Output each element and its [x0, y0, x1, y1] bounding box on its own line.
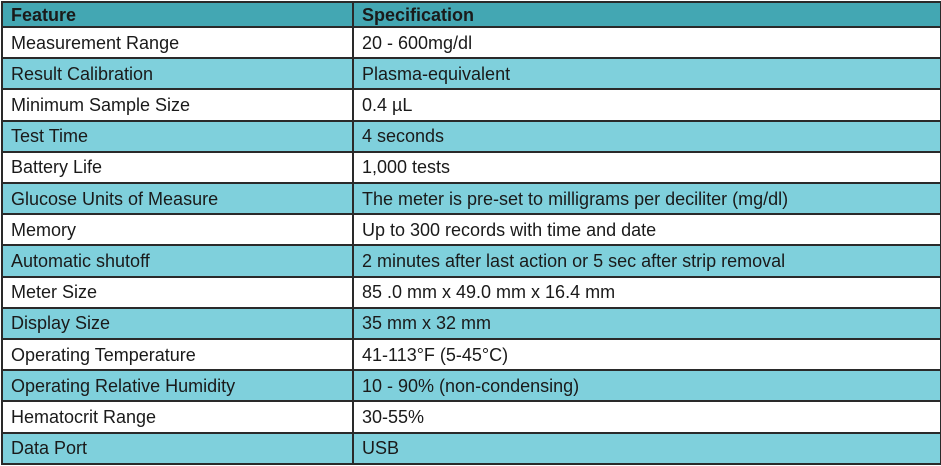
specification-cell: 35 mm x 32 mm	[353, 308, 941, 339]
table-row	[2, 214, 941, 245]
specification-cell: 10 - 90% (non-condensing)	[353, 370, 941, 401]
feature-cell: Memory	[2, 214, 353, 245]
table-row	[2, 245, 941, 276]
feature-cell: Display Size	[2, 308, 353, 339]
specification-cell: 4 seconds	[353, 121, 941, 152]
spec-table-body	[2, 27, 941, 464]
specification-cell: 1,000 tests	[353, 152, 941, 183]
feature-cell: Test Time	[2, 121, 353, 152]
feature-cell: Result Calibration	[2, 58, 353, 89]
table-row	[2, 27, 941, 58]
header-row	[2, 2, 941, 27]
table-row	[2, 401, 941, 432]
feature-cell: Data Port	[2, 433, 353, 464]
specification-cell: 2 minutes after last action or 5 sec after strip removal	[353, 245, 941, 276]
feature-cell: Operating Relative Humidity	[2, 370, 353, 401]
specification-cell: 30-55%	[353, 401, 941, 432]
specification-column-header: Specification	[353, 2, 941, 27]
feature-cell: Automatic shutoff	[2, 245, 353, 276]
table-row	[2, 152, 941, 183]
feature-cell: Measurement Range	[2, 27, 353, 58]
table-row	[2, 433, 941, 464]
feature-cell: Operating Temperature	[2, 339, 353, 370]
table-row	[2, 183, 941, 214]
table-row	[2, 89, 941, 120]
specification-cell: 85 .0 mm x 49.0 mm x 16.4 mm	[353, 277, 941, 308]
table-row	[2, 308, 941, 339]
feature-column-header: Feature	[2, 2, 353, 27]
table-row	[2, 58, 941, 89]
specification-cell: The meter is pre-set to milligrams per deciliter (mg/dl)	[353, 183, 941, 214]
feature-cell: Battery Life	[2, 152, 353, 183]
spec-table	[1, 1, 941, 465]
feature-cell: Glucose Units of Measure	[2, 183, 353, 214]
table-row	[2, 121, 941, 152]
specification-cell: Plasma-equivalent	[353, 58, 941, 89]
table-row	[2, 277, 941, 308]
specification-cell: 20 - 600mg/dl	[353, 27, 941, 58]
specification-cell: USB	[353, 433, 941, 464]
table-row	[2, 370, 941, 401]
specification-cell: 41-113°F (5-45°C)	[353, 339, 941, 370]
specification-cell: Up to 300 records with time and date	[353, 214, 941, 245]
feature-cell: Minimum Sample Size	[2, 89, 353, 120]
feature-cell: Hematocrit Range	[2, 401, 353, 432]
feature-cell: Meter Size	[2, 277, 353, 308]
specification-cell: 0.4 µL	[353, 89, 941, 120]
table-row	[2, 339, 941, 370]
spec-table-header	[2, 2, 941, 27]
